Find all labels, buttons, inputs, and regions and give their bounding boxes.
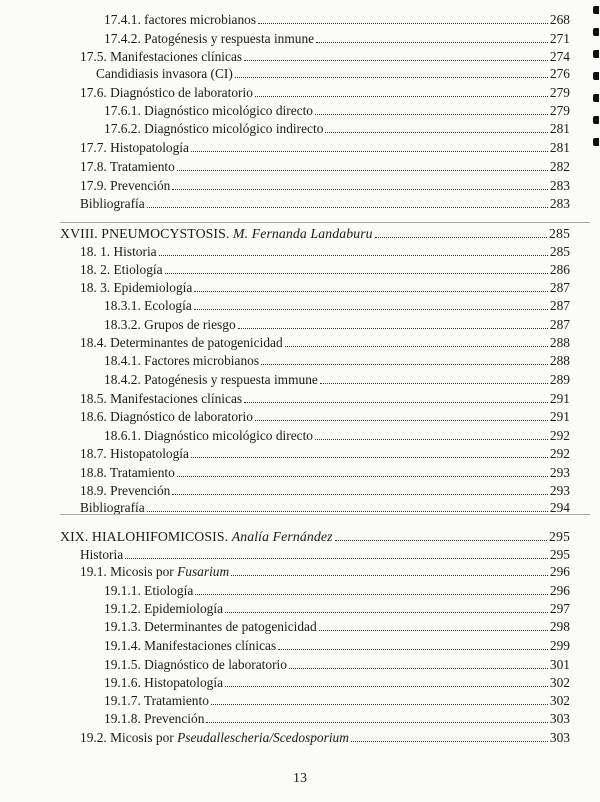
leader-dots [255,420,548,421]
toc-entry-label: 17.9. Prevención [80,178,171,193]
leader-dots [125,558,548,559]
toc-entry-label: 18.4. Determinantes de patogenicidad [80,335,283,350]
toc-entry-label: 19.1.2. Epidemiología [104,601,224,616]
toc-entry-page: 283 [549,196,570,211]
toc-entry [104,11,570,28]
toc-entry [104,297,570,314]
toc-entry-label: Historia [80,547,124,562]
toc-entry-label: 19.2. Micosis por Pseudallescheria/Scedosporium [80,730,349,745]
toc-entry-page: 274 [549,49,570,64]
toc-entry [80,195,570,212]
toc-entry [80,729,570,746]
toc-entry-author: Analía Fernández [231,529,333,544]
toc-entry-page: 268 [549,12,570,27]
toc-entry-label: 18.3.1. Ecología [104,298,192,313]
toc-entry-page: 283 [549,178,570,193]
toc-entry-label: Bibliografía [80,196,145,211]
toc-entry-label: 17.8. Tratamiento [80,159,175,174]
toc-entry [80,243,570,260]
toc-entry [104,102,570,119]
toc-entry [80,279,570,296]
leader-dots [285,346,548,347]
toc-entry-label: 19.1.7. Tratamiento [104,693,209,708]
leader-dots [177,476,548,477]
toc-entry-label: XVIII. PNEUMOCYSTOSIS. M. Fernanda Landaburu [60,226,373,241]
leader-dots [191,457,548,458]
divider [60,222,590,223]
toc-entry-page: 296 [549,583,570,598]
toc-entry-label: 18.3.2. Grupos de riesgo [104,317,236,332]
toc-entry [80,334,570,351]
toc-entry [104,30,570,47]
toc-chapter-entry [60,225,570,242]
leader-dots [319,630,548,631]
toc-entry-label: 19.1.1. Etiología [104,583,194,598]
leader-dots [231,575,548,576]
toc-entry-page: 285 [549,226,570,241]
leader-dots [375,237,547,238]
leader-dots [172,494,548,495]
toc-entry-label: 18. 3. Epidemiología [80,280,193,295]
toc-entry-page: 299 [549,638,570,653]
leader-dots [147,511,548,512]
toc-entry-page: 279 [549,103,570,118]
toc-entry-label: 18.6.1. Diagnóstico micológico directo [104,428,313,443]
toc-entry-page: 287 [549,280,570,295]
toc-entry-label: 18.4.1. Factores microbianos [104,353,260,368]
toc-entry-label: 17.6. Diagnóstico de laboratorio [80,85,253,100]
toc-entry [104,600,570,617]
toc-entry [80,482,570,499]
toc-entry-page: 287 [549,317,570,332]
page-number: 13 [293,771,307,786]
leader-dots [177,170,548,171]
toc-entry [80,546,570,563]
leader-dots [195,594,548,595]
toc-entry-label: 17.6.2. Diagnóstico micológico indirecto [104,121,324,136]
toc-entry-page: 295 [549,547,570,562]
toc-entry-label: 19.1.5. Diagnóstico de laboratorio [104,657,287,672]
leader-dots [172,189,548,190]
toc-entry-page: 282 [549,159,570,174]
toc-entry [104,710,570,727]
toc-entry-page: 292 [549,446,570,461]
toc-entry-page: 298 [549,619,570,634]
leader-dots [165,273,548,274]
toc-entry-label: 18. 1. Historia [80,244,157,259]
leader-dots [194,309,548,310]
toc-entry-label: 19.1.3. Determinantes de patogenicidad [104,619,317,634]
toc-entry [80,139,570,156]
toc-entry-page: 279 [549,85,570,100]
toc-entry-label: 17.6.1. Diagnóstico micológico directo [104,103,313,118]
toc-entry-label: Candidiasis invasora (CI) [96,66,233,81]
binding-edge-marks [592,0,600,180]
leader-dots [238,328,548,329]
toc-entry-page: 292 [549,428,570,443]
toc-entry-label: 18.5. Manifestaciones clínicas [80,391,243,406]
leader-dots [315,114,548,115]
toc-chapter-entry [60,528,570,545]
toc-entry-label: 17.7. Histopatología [80,140,189,155]
toc-entry [104,618,570,635]
toc-entry-page: 291 [549,391,570,406]
leader-dots [258,23,548,24]
toc-entry [80,261,570,278]
leader-dots [351,741,548,742]
toc-entry [104,656,570,673]
toc-entry-label: 17.4.2. Patogénesis y respuesta inmune [104,31,315,46]
toc-entry-page: 293 [549,465,570,480]
toc-entry [104,316,570,333]
toc-entry [80,563,570,580]
toc-entry [80,464,570,481]
toc-entry-page: 286 [549,262,570,277]
toc-entry [104,427,570,444]
leader-dots [206,722,547,723]
toc-entry-label: XIX. HIALOHIFOMICOSIS. Analía Fernández [60,529,333,544]
toc-entry-page: 297 [549,601,570,616]
toc-entry-label: 19.1. Micosis por Fusarium [80,564,230,579]
toc-entry-label: 19.1.8. Prevención [104,711,205,726]
toc-entry-label: 19.1.4. Manifestaciones clínicas [104,638,277,653]
leader-dots [235,77,548,78]
toc-entry-label: 17.5. Manifestaciones clínicas [80,49,243,64]
toc-entry-page: 302 [549,693,570,708]
toc-entry [80,408,570,425]
toc-entry-page: 303 [549,711,570,726]
toc-entry-label: Bibliografía [80,500,145,515]
toc-entry [96,65,570,82]
toc-entry-page: 291 [549,409,570,424]
leader-dots [194,291,548,292]
toc-entry-page: 303 [549,730,570,745]
divider [60,514,590,515]
leader-dots [225,686,548,687]
toc-entry-page: 288 [549,335,570,350]
leader-dots [316,42,548,43]
toc-entry [104,371,570,388]
toc-entry-page: 295 [549,529,570,544]
toc-entry [104,352,570,369]
leader-dots [147,207,548,208]
toc-entry-genus: Fusarium [177,564,230,579]
leader-dots [335,540,547,541]
leader-dots [159,255,548,256]
toc-entry-label: 18.7. Histopatología [80,446,189,461]
toc-entry [104,582,570,599]
leader-dots [261,364,548,365]
toc-entry-page: 287 [549,298,570,313]
toc-entry-page: 285 [549,244,570,259]
toc-entry-label: 18.8. Tratamiento [80,465,175,480]
toc-entry [80,48,570,65]
toc-entry-label: 18.6. Diagnóstico de laboratorio [80,409,253,424]
toc-entry-genus: Pseudallescheria/Scedosporium [177,730,349,745]
toc-entry-page: 276 [549,66,570,81]
toc-entry [80,445,570,462]
toc-entry-author: M. Fernanda Landaburu [233,226,373,241]
leader-dots [278,649,548,650]
leader-dots [211,704,548,705]
toc-entry-page: 288 [549,353,570,368]
toc-entry [104,692,570,709]
leader-dots [255,96,548,97]
toc-entry-page: 289 [549,372,570,387]
toc-entry [80,84,570,101]
toc-entry-label: 18.4.2. Patogénesis y respuesta immune [104,372,318,387]
toc-entry-page: 271 [549,31,570,46]
toc-entry-page: 281 [549,121,570,136]
toc-entry-page: 302 [549,675,570,690]
toc-entry [80,390,570,407]
toc-entry [80,177,570,194]
leader-dots [315,439,548,440]
toc-entry [104,674,570,691]
toc-entry-page: 281 [549,140,570,155]
toc-entry-page: 293 [549,483,570,498]
toc-entry-page: 294 [549,500,570,515]
toc-entry-label: 19.1.6. Histopatología [104,675,224,690]
leader-dots [325,132,547,133]
toc-entry-label: 18.9. Prevención [80,483,171,498]
leader-dots [244,60,548,61]
toc-entry [104,637,570,654]
toc-entry [80,158,570,175]
toc-entry-page: 296 [549,564,570,579]
toc-entry-label: 18. 2. Etiología [80,262,163,277]
leader-dots [320,383,548,384]
leader-dots [225,612,548,613]
toc-entry-label: 17.4.1. factores microbianos [104,12,257,27]
toc-entry [104,120,570,137]
leader-dots [244,402,548,403]
leader-dots [191,151,548,152]
leader-dots [289,668,548,669]
toc-entry-page: 301 [549,657,570,672]
